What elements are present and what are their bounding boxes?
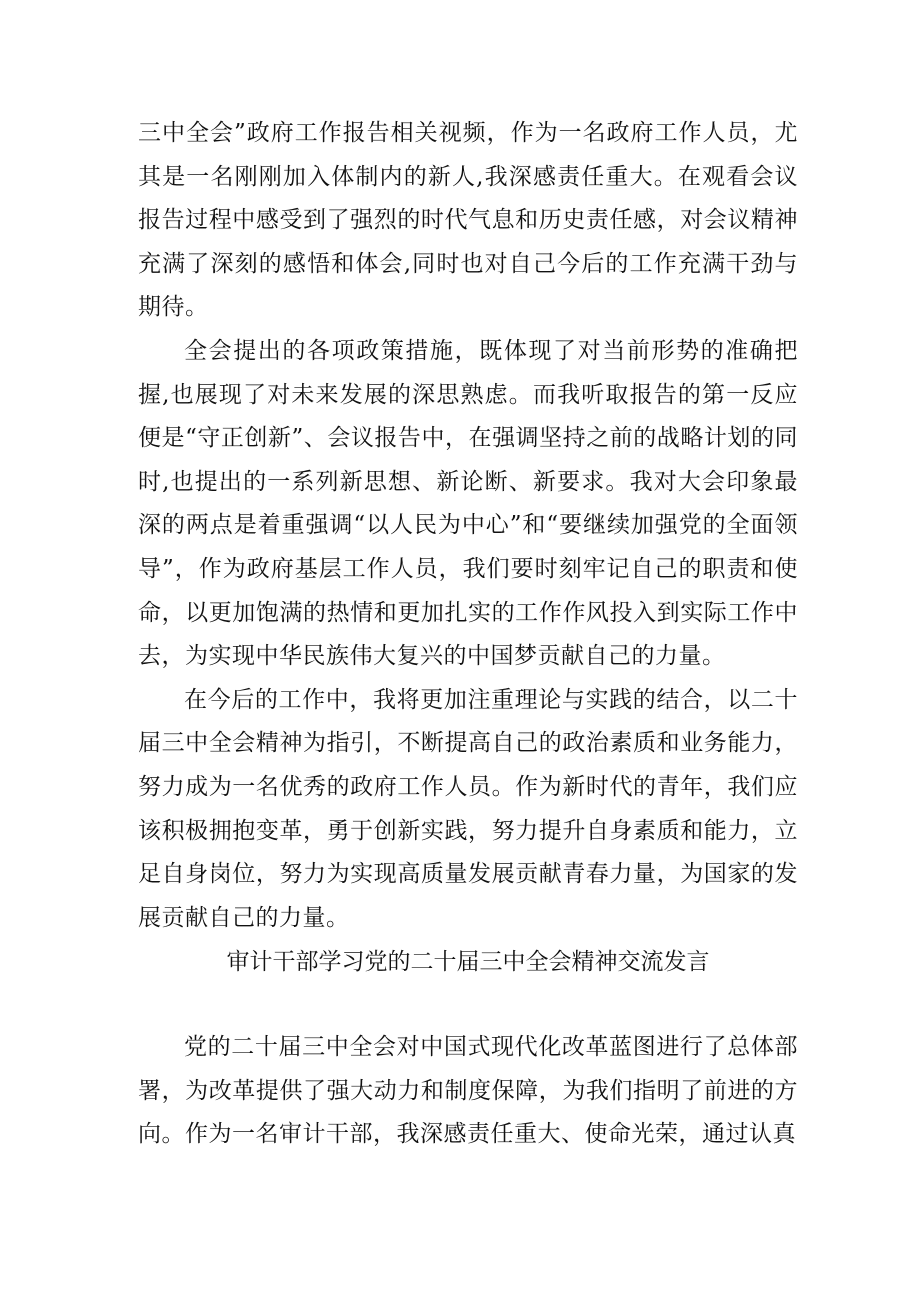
document-body xyxy=(138,112,798,1157)
section-heading: 审计干部学习党的二十届三中全会精神交流发言 xyxy=(226,949,710,976)
paragraph-future-work: 在今后的工作中，我将更加注重理论与实践的结合，以二十届三中全会精神为指引，不断提高自己的政治素质和业务能力，努力成为一名优秀的政府工作人员。作为新时代的青年，我们应该积极拥抱变革，勇于创新实践，努力提升自身素质和能力，立足自身岗位，努力为实现高质量发展贡献青春力量，为国家的发展贡献自己的力量。 xyxy=(138,686,798,931)
paragraph-audit-speech-intro: 党的二十届三中全会对中国式现代化改革蓝图进行了总体部署，为改革提供了强大动力和制度保障，为我们指明了前进的方向。作为一名审计干部，我深感责任重大、使命光荣，通过认真 xyxy=(138,1034,798,1148)
heading-spacer xyxy=(138,984,798,1026)
paragraph-continuation: 三中全会”政府工作报告相关视频，作为一名政府工作人员，尤其是一名刚刚加入体制内的新人,我深感责任重大。在观看会议报告过程中感受到了强烈的时代气息和历史责任感，对会议精神充满了深刻的感悟和体会,同时也对自己今后的工作充满干劲与期待。 xyxy=(138,120,798,321)
paragraph-policy-measures: 全会提出的各项政策措施，既体现了对当前形势的准确把握,也展现了对未来发展的深思熟虑。而我听取报告的第一反应便是“守正创新”、会议报告中，在强调坚持之前的战略计划的同时,也提出的一系列新思想、新论断、新要求。我对大会印象最深的两点是着重强调“以人民为中心”和“要继续加强党的全面领导”，作为政府基层工作人员，我们要时刻牢记自己的职责和使命，以更加饱满的热情和更加扎实的工作作风投入到实际工作中去，为实现中华民族伟大复兴的中国梦贡献自己的力量。 xyxy=(138,337,798,670)
